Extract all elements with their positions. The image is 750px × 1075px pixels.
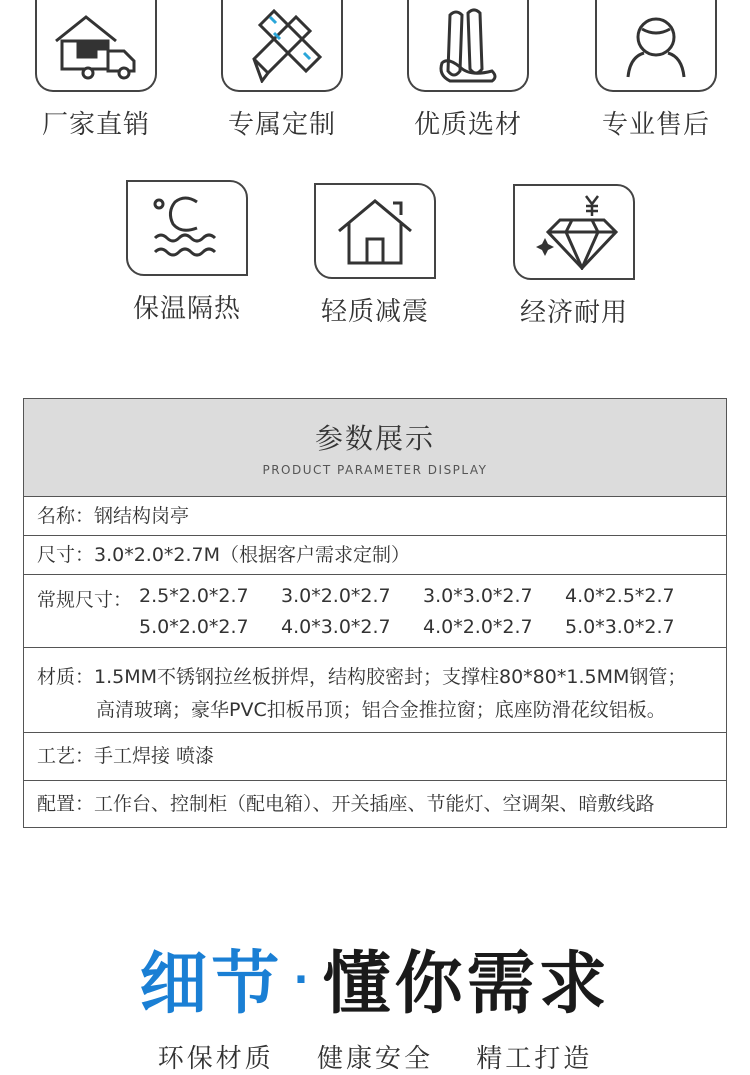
- feature-label: 经济耐用: [519, 298, 628, 328]
- detail-subline: [0, 1038, 750, 1075]
- subline-item: 精工打造: [476, 1044, 593, 1074]
- size-value: 3.0*3.0*2.7: [423, 585, 533, 607]
- feature-insulation: [97, 180, 277, 325]
- row-name: 名称：钢结构岗亭: [24, 497, 726, 536]
- feature-label: 保温隔热: [132, 294, 241, 324]
- row-craft: 工艺：手工焊接 喷漆: [24, 733, 726, 781]
- temperature-wave-icon: [139, 190, 235, 266]
- pencil-ruler-icon: [234, 7, 330, 83]
- size-value: 3.0*2.0*2.7: [281, 585, 391, 607]
- material-line-1: 材质：1.5MM不锈钢拉丝板拼焊，结构胶密封；支撑柱80*80*1.5MM钢管；: [37, 666, 687, 688]
- size-value: 4.0*2.0*2.7: [423, 616, 533, 638]
- feature-label: 优质选材: [413, 110, 522, 140]
- row-material: [24, 648, 726, 733]
- feature-icon-box: [595, 0, 717, 92]
- size-value: 5.0*2.0*2.7: [139, 616, 249, 638]
- sizes-key: 常规尺寸：: [37, 589, 133, 611]
- warehouse-truck-icon: [48, 7, 144, 83]
- subline-item: 环保材质: [157, 1044, 274, 1074]
- row-size: 尺寸：3.0*2.0*2.7M（根据客户需求定制）: [24, 536, 726, 575]
- table-subtitle: PRODUCT PARAMETER DISPLAY: [262, 463, 488, 477]
- subline-item: 健康安全: [316, 1044, 433, 1074]
- feature-icon-box: [35, 0, 157, 92]
- detail-headline: [0, 940, 750, 1025]
- diamond-yen-icon: [526, 194, 622, 270]
- feature-factory-direct: [6, 0, 186, 141]
- feature-lightweight: [285, 183, 465, 328]
- feature-durable: [484, 184, 664, 329]
- size-value: 2.5*2.0*2.7: [139, 585, 249, 607]
- feature-icon-box: [221, 0, 343, 92]
- table-header: [24, 399, 726, 497]
- feature-quality-material: [378, 0, 558, 141]
- size-value: 4.0*3.0*2.7: [281, 616, 391, 638]
- parameter-table: [23, 398, 727, 828]
- feature-label: 厂家直销: [41, 110, 150, 140]
- house-icon: [327, 193, 423, 269]
- feature-icon-box: [126, 180, 248, 276]
- headline-dot: ·: [293, 957, 313, 1003]
- table-title: 参数展示: [314, 422, 435, 455]
- size-value: 4.0*2.5*2.7: [565, 585, 675, 607]
- row-standard-sizes: [24, 575, 726, 648]
- feature-label: 专业售后: [601, 110, 710, 140]
- feature-after-sales: [566, 0, 746, 141]
- feature-custom: [192, 0, 372, 141]
- pipes-icon: [420, 7, 516, 83]
- row-config: 配置：工作台、控制柜（配电箱）、开关插座、节能灯、空调架、暗敷线路: [37, 793, 655, 815]
- feature-label: 轻质减震: [320, 297, 429, 327]
- user-icon: [608, 7, 704, 83]
- size-value: 5.0*3.0*2.7: [565, 616, 675, 638]
- feature-icon-box: [513, 184, 635, 280]
- sizes-grid: [139, 585, 707, 638]
- feature-icon-box: [314, 183, 436, 279]
- headline-blue: 细节: [139, 945, 284, 1024]
- headline-dark: 懂你需求: [322, 945, 611, 1024]
- feature-icon-box: [407, 0, 529, 92]
- feature-label: 专属定制: [227, 110, 336, 140]
- material-line-2: 高清玻璃；豪华PVC扣板吊顶；铝合金推拉窗；底座防滑花纹铝板。: [96, 699, 666, 721]
